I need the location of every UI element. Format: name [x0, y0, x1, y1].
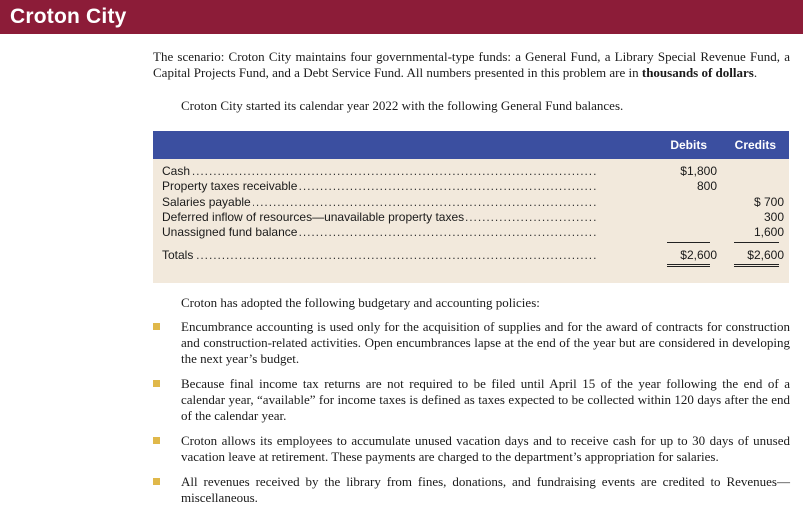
table-row [162, 195, 789, 209]
intro-bold: thousands of dollars [641, 65, 754, 80]
table-row [162, 225, 789, 239]
intro-second-paragraph: Croton City started its calendar year 2022 with the following General Fund balances. [181, 98, 624, 113]
bullet-icon [153, 323, 160, 330]
intro-paragraph [153, 49, 790, 81]
bullet-icon [153, 437, 160, 444]
row-credit: $ 700 [753, 195, 784, 209]
policy-item: Encumbrance accounting is used only for the acquisition of supplies and for the award of contracts for construction and construction-related activities. Open encumbrances lapse at the end of the year but are considered in developing the next year’s budget. [181, 319, 790, 366]
totals-label: Totals [162, 248, 194, 262]
totals-row [162, 248, 789, 262]
row-debit: $1,800 [680, 164, 717, 178]
row-label: Salaries payable [162, 195, 251, 209]
intro-end: . [753, 65, 758, 80]
credit-double-rule [734, 264, 779, 267]
row-credit: 300 [763, 210, 784, 224]
debits-header: Debits [670, 138, 707, 152]
policy-item: All revenues received by the library from fines, donations, and fundraising events are credited to Revenues—miscellaneous. [181, 474, 790, 505]
balances-table [153, 131, 789, 283]
row-credit: 1,600 [753, 225, 784, 239]
debit-sum-rule [667, 242, 710, 243]
row-label: Property taxes receivable [162, 179, 298, 193]
row-label: Cash [162, 164, 191, 178]
page-title: Croton City [10, 5, 127, 28]
table-row [162, 164, 789, 178]
table-header [153, 131, 789, 159]
bullet-icon [153, 478, 160, 485]
table-row [162, 210, 789, 224]
bullet-icon [153, 380, 160, 387]
table-row [162, 179, 789, 193]
credits-header: Credits [734, 138, 776, 152]
policy-item: Because final income tax returns are not required to be filed until April 15 of the year following the end of a calendar year, “available” for income taxes is defined as taxes expected to be collected within 120 days after the end of the calendar year. [181, 376, 790, 423]
totals-debit: $2,600 [680, 248, 717, 262]
policies-lead: Croton has adopted the following budgetary and accounting policies: [181, 295, 540, 310]
intro-text: The scenario: Croton City maintains four governmental-type funds: a General Fund, a Library Special Revenue Fund, a Capital Projects Fund, and a Debt Service Fund. All numbers presented in this problem are in [153, 49, 790, 80]
row-label: Unassigned fund balance [162, 225, 298, 239]
row-label: Deferred inflow of resources—unavailable property taxes [162, 210, 465, 224]
totals-credit: $2,600 [747, 248, 784, 262]
debit-double-rule [667, 264, 710, 267]
row-debit: 800 [696, 179, 717, 193]
credit-sum-rule [734, 242, 779, 243]
policy-item: Croton allows its employees to accumulate unused vacation days and to receive cash for up to 30 days of unused vacation leave at retirement. These payments are charged to the department’s appropriation for salaries. [181, 433, 790, 464]
header-bar [0, 0, 803, 34]
